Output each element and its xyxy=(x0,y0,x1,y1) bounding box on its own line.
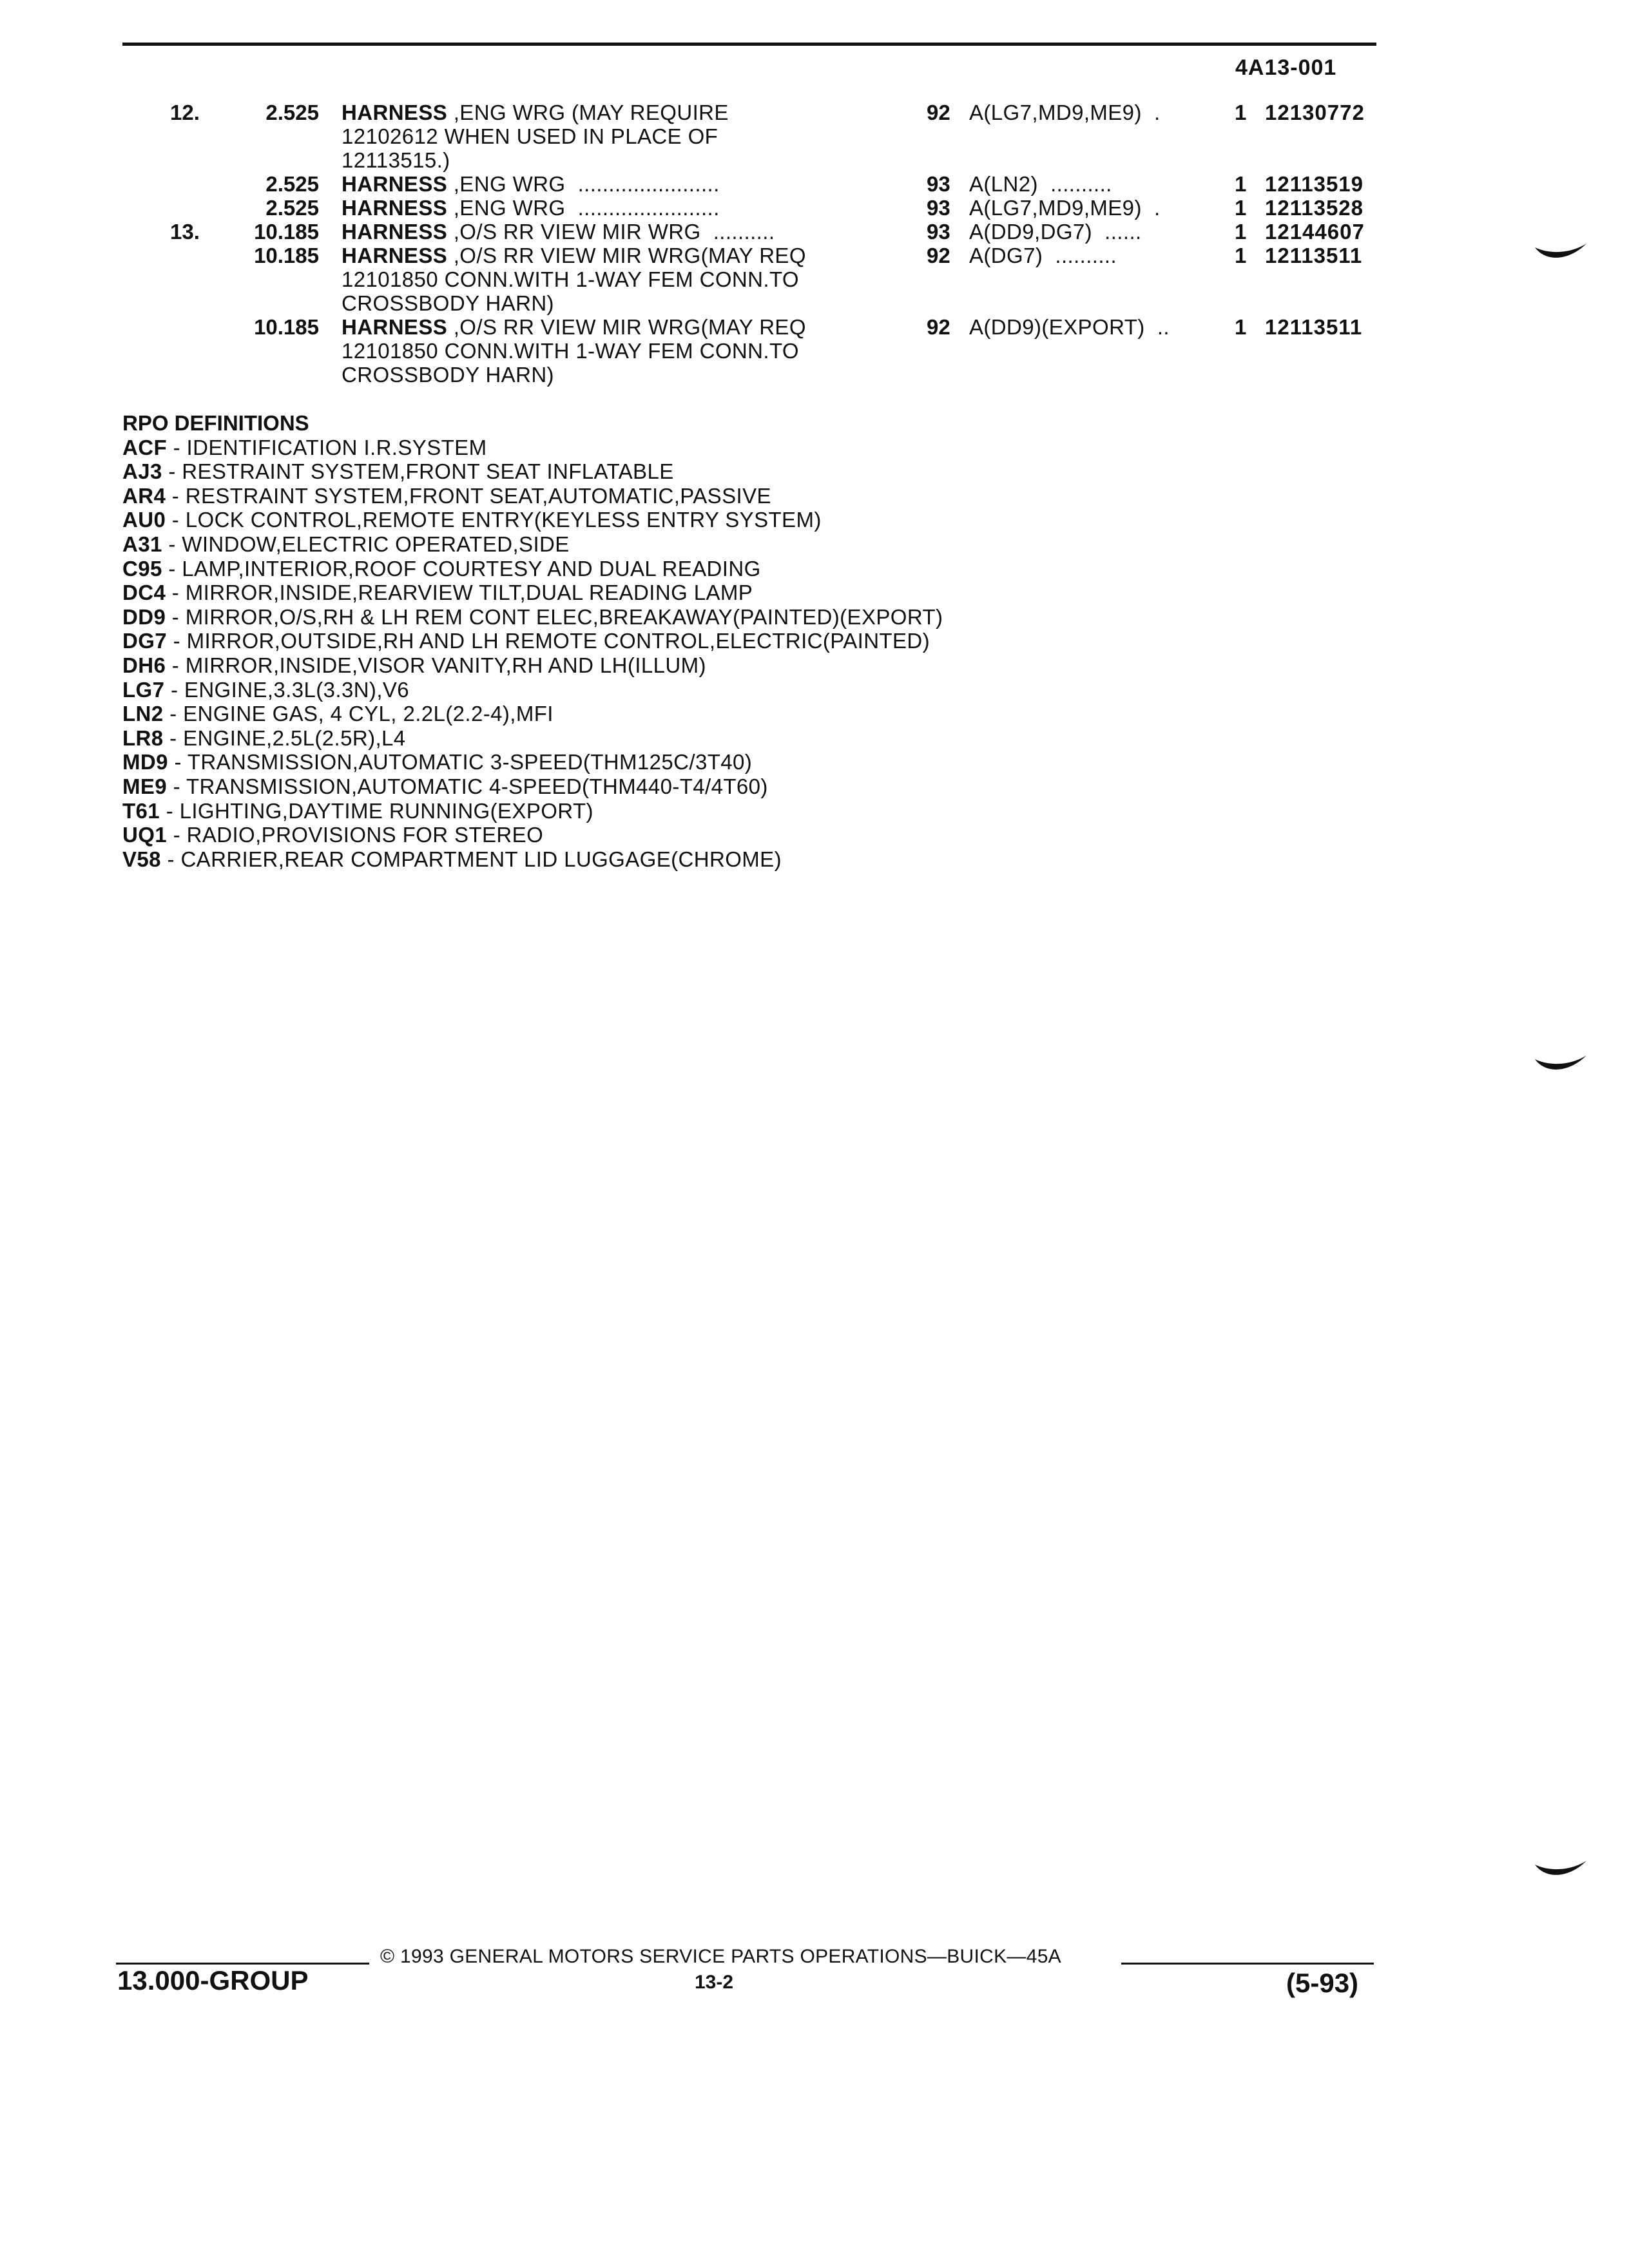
rpo-text: - CARRIER,REAR COMPARTMENT LID LUGGAGE(CHROME) xyxy=(160,847,782,871)
illustration-page: 2.525 xyxy=(265,101,319,124)
rpo-text: - RADIO,PROVISIONS FOR STEREO xyxy=(167,823,544,847)
rpo-item xyxy=(122,508,1153,532)
rpo-code: LR8 xyxy=(122,726,164,750)
binder-hole-mark xyxy=(1534,238,1588,264)
model-year: 93 xyxy=(927,196,950,220)
illustration-page: 2.525 xyxy=(265,172,319,196)
rpo-title: RPO DEFINITIONS xyxy=(122,411,309,435)
part-name: HARNESS xyxy=(342,315,448,339)
part-name: HARNESS xyxy=(342,220,448,244)
illustration-page: 10.185 xyxy=(254,220,319,244)
part-description-text: ,ENG WRG ....................... xyxy=(447,196,720,220)
rpo-code: T61 xyxy=(122,798,160,823)
model-year: 92 xyxy=(927,101,950,124)
rpo-text: - MIRROR,OUTSIDE,RH AND LH REMOTE CONTROL,ELECTRIC(PAINTED) xyxy=(167,629,930,653)
rpo-code: ACF xyxy=(122,435,168,459)
model-year: 93 xyxy=(927,172,950,196)
part-number: 12113519 xyxy=(1265,172,1364,196)
part-description-text: ,ENG WRG (MAY REQUIRE 12102612 WHEN USED IN PLACE OF 12113515.) xyxy=(342,101,729,172)
quantity: 1 xyxy=(1235,244,1247,267)
rpo-item xyxy=(122,459,1153,484)
parts-row xyxy=(122,172,1385,196)
rpo-item xyxy=(122,581,1153,605)
illustration-page: 10.185 xyxy=(254,315,319,339)
usage-code: A(DG7) .......... xyxy=(969,244,1117,267)
usage-code: A(DD9,DG7) ...... xyxy=(969,220,1142,244)
parts-list xyxy=(122,101,1385,387)
part-number: 12144607 xyxy=(1265,220,1365,244)
footer-page-number: 13-2 xyxy=(695,1972,734,1993)
rpo-code: ME9 xyxy=(122,774,168,798)
footer-date: (5-93) xyxy=(1286,1968,1359,1998)
rpo-text: - RESTRAINT SYSTEM,FRONT SEAT,AUTOMATIC,PASSIVE xyxy=(166,483,771,508)
footer-copyright: © 1993 GENERAL MOTORS SERVICE PARTS OPERATIONS—BUICK—45A xyxy=(380,1946,1061,1967)
rpo-code: LN2 xyxy=(122,702,164,726)
rpo-item xyxy=(122,774,1153,799)
quantity: 1 xyxy=(1235,101,1247,124)
rpo-item xyxy=(122,823,1153,847)
part-description-text: ,ENG WRG ....................... xyxy=(447,172,720,196)
rpo-item xyxy=(122,436,1153,460)
parts-row xyxy=(122,101,1385,172)
rpo-text: - MIRROR,INSIDE,VISOR VANITY,RH AND LH(ILLUM) xyxy=(166,653,706,677)
catalog-code: 4A13-001 xyxy=(1235,55,1337,80)
rpo-code: AR4 xyxy=(122,483,166,508)
part-name: HARNESS xyxy=(342,196,448,220)
part-description xyxy=(342,220,870,244)
quantity: 1 xyxy=(1235,220,1247,244)
rpo-code: AU0 xyxy=(122,508,166,532)
part-description xyxy=(342,172,870,196)
rpo-text: - WINDOW,ELECTRIC OPERATED,SIDE xyxy=(162,532,570,556)
quantity: 1 xyxy=(1235,172,1247,196)
model-year: 92 xyxy=(927,244,950,267)
rpo-text: - LAMP,INTERIOR,ROOF COURTESY AND DUAL READING xyxy=(162,556,761,581)
part-number: 12130772 xyxy=(1265,101,1365,124)
rpo-item xyxy=(122,629,1153,653)
part-name: HARNESS xyxy=(342,101,448,124)
rpo-text: - ENGINE,2.5L(2.5R),L4 xyxy=(163,726,406,750)
rpo-code: AJ3 xyxy=(122,459,162,484)
rpo-text: - LOCK CONTROL,REMOTE ENTRY(KEYLESS ENTRY SYSTEM) xyxy=(166,508,822,532)
binder-hole-mark xyxy=(1534,1050,1588,1076)
rpo-item xyxy=(122,532,1153,557)
part-number: 12113528 xyxy=(1265,196,1364,220)
usage-code: A(LG7,MD9,ME9) . xyxy=(969,101,1161,124)
model-year: 93 xyxy=(927,220,950,244)
rpo-item xyxy=(122,605,1153,629)
rpo-text: - ENGINE,3.3L(3.3N),V6 xyxy=(164,677,410,702)
parts-row xyxy=(122,196,1385,220)
part-description xyxy=(342,244,870,315)
usage-code: A(DD9)(EXPORT) .. xyxy=(969,315,1170,339)
rpo-item xyxy=(122,847,1153,872)
rpo-text: - IDENTIFICATION I.R.SYSTEM xyxy=(167,435,487,459)
rpo-item xyxy=(122,726,1153,751)
part-description-text: ,O/S RR VIEW MIR WRG(MAY REQ 12101850 CONN.WITH 1-WAY FEM CONN.TO CROSSBODY HARN) xyxy=(342,315,806,387)
parts-row xyxy=(122,220,1385,244)
part-description-text: ,O/S RR VIEW MIR WRG .......... xyxy=(447,220,775,244)
illustration-page: 2.525 xyxy=(265,196,319,220)
rpo-item xyxy=(122,557,1153,581)
rpo-item xyxy=(122,653,1153,678)
part-description xyxy=(342,101,870,172)
usage-code: A(LN2) .......... xyxy=(969,172,1112,196)
rpo-code: DH6 xyxy=(122,653,166,677)
rpo-text: - TRANSMISSION,AUTOMATIC 3-SPEED(THM125C/3T40) xyxy=(168,750,753,774)
part-number: 12113511 xyxy=(1265,315,1363,339)
rpo-code: UQ1 xyxy=(122,823,168,847)
part-number: 12113511 xyxy=(1265,244,1363,267)
header-rule xyxy=(122,43,1376,46)
rpo-code: DD9 xyxy=(122,604,166,629)
footer-rule-left xyxy=(116,1963,369,1965)
item-number: 12. xyxy=(170,101,200,124)
rpo-code: C95 xyxy=(122,556,162,581)
rpo-text: - TRANSMISSION,AUTOMATIC 4-SPEED(THM440-T4/4T60) xyxy=(167,774,768,798)
quantity: 1 xyxy=(1235,196,1247,220)
rpo-text: - MIRROR,INSIDE,REARVIEW TILT,DUAL READING LAMP xyxy=(166,581,753,605)
rpo-code: DC4 xyxy=(122,581,166,605)
usage-code: A(LG7,MD9,ME9) . xyxy=(969,196,1161,220)
item-number: 13. xyxy=(170,220,200,244)
part-description-text: ,O/S RR VIEW MIR WRG(MAY REQ 12101850 CONN.WITH 1-WAY FEM CONN.TO CROSSBODY HARN) xyxy=(342,244,806,315)
rpo-code: V58 xyxy=(122,847,161,871)
footer-group-label: 13.000-GROUP xyxy=(117,1965,309,1995)
binder-hole-mark xyxy=(1534,1856,1588,1881)
model-year: 92 xyxy=(927,315,950,339)
part-name: HARNESS xyxy=(342,244,448,267)
part-description xyxy=(342,196,870,220)
rpo-item xyxy=(122,750,1153,774)
rpo-item xyxy=(122,702,1153,726)
rpo-code: MD9 xyxy=(122,750,168,774)
rpo-code: A31 xyxy=(122,532,162,556)
rpo-text: - LIGHTING,DAYTIME RUNNING(EXPORT) xyxy=(160,798,593,823)
rpo-code: LG7 xyxy=(122,677,165,702)
rpo-item xyxy=(122,484,1153,508)
parts-row xyxy=(122,244,1385,315)
part-description xyxy=(342,315,870,387)
rpo-text: - MIRROR,O/S,RH & LH REM CONT ELEC,BREAKAWAY(PAINTED)(EXPORT) xyxy=(166,604,943,629)
rpo-definitions xyxy=(122,411,1153,871)
rpo-item xyxy=(122,799,1153,823)
rpo-text: - ENGINE GAS, 4 CYL, 2.2L(2.2-4),MFI xyxy=(163,702,554,726)
illustration-page: 10.185 xyxy=(254,244,319,267)
quantity: 1 xyxy=(1235,315,1247,339)
rpo-text: - RESTRAINT SYSTEM,FRONT SEAT INFLATABLE xyxy=(162,459,674,484)
rpo-code: DG7 xyxy=(122,629,168,653)
rpo-item xyxy=(122,678,1153,702)
parts-row xyxy=(122,315,1385,387)
footer-rule-right xyxy=(1121,1963,1374,1965)
part-name: HARNESS xyxy=(342,172,448,196)
